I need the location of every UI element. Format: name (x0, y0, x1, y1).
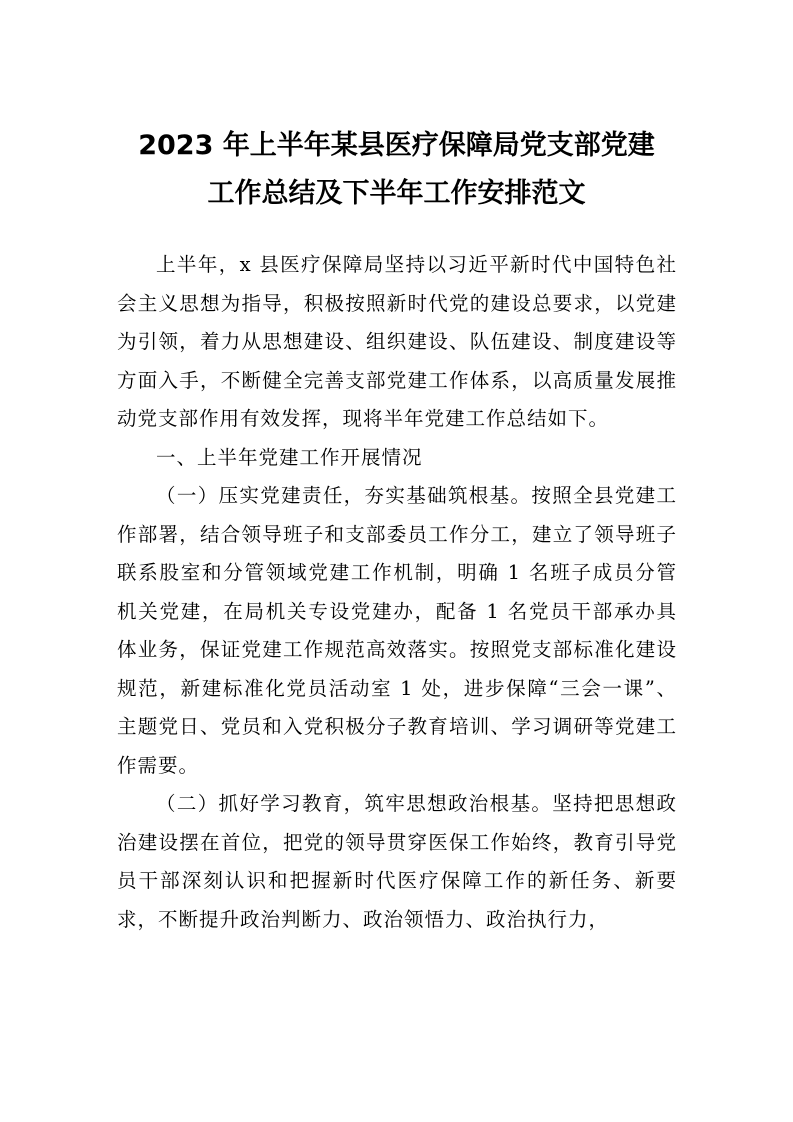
subsection-paragraph-1: （一）压实党建责任，夯实基础筑根基。按照全县党建工作部署，结合领导班子和支部委员工作分工，建立了领导班子联系股室和分管领域党建工作机制，明确 1 名班子成员分管机关党建，在局机关专设党建办，配备 1 名党员干部承办具体业务，保证党建工作规范高效落实。按照党支部标准化建设规范，新建标准化党员活动室 1 处，进步保障“三会一课”、主题党日、党员和入党积极分子教育培训、学习调研等党建工作需要。 (117, 484, 677, 777)
document-title-line-1: 2023 年上半年某县医疗保障局党支部党建 (138, 130, 655, 161)
document-body (117, 246, 677, 939)
intro-paragraph: 上半年，x 县医疗保障局坚持以习近平新时代中国特色社会主义思想为指导，积极按照新时代党的建设总要求，以党建为引领，着力从思想建设、组织建设、队伍建设、制度建设等方面入手，不断健全完善支部党建工作体系，以高质量发展推动党支部作用有效发挥，现将半年党建工作总结如下。 (117, 253, 677, 430)
subsection-paragraph-2: （二）抓好学习教育，筑牢思想政治根基。坚持把思想政治建设摆在首位，把党的领导贯穿医保工作始终，教育引导党员干部深刻认识和把握新时代医疗保障工作的新任务、新要求，不断提升政治判断力、政治领悟力、政治执行力， (117, 792, 677, 931)
document-title-line-2: 工作总结及下半年工作安排范文 (207, 178, 586, 209)
section-heading-1: 一、上半年党建工作开展情况 (156, 445, 423, 469)
